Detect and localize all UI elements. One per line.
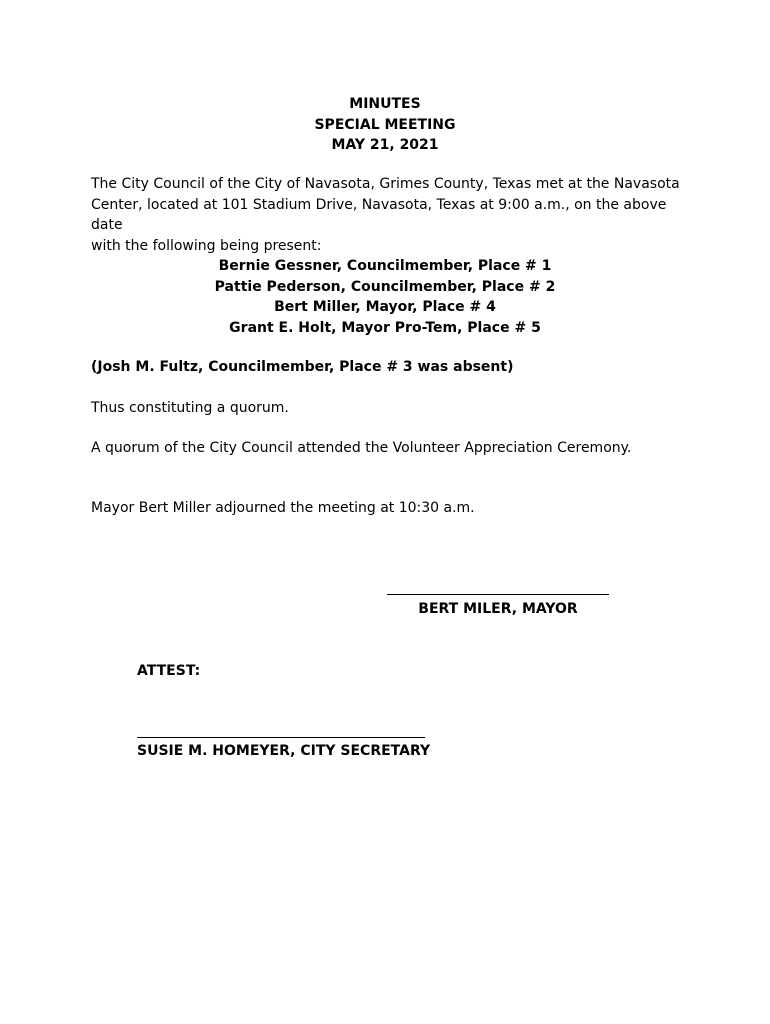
quorum-statement: Thus constituting a quorum. bbox=[91, 400, 289, 416]
member-entry: Bert Miller, Mayor, Place # 4 bbox=[274, 299, 496, 315]
member-entry: Bernie Gessner, Councilmember, Place # 1 bbox=[218, 258, 552, 274]
attest-label: ATTEST: bbox=[137, 663, 201, 679]
intro-paragraph bbox=[91, 174, 691, 256]
document-header bbox=[0, 94, 770, 156]
absent-note: (Josh M. Fultz, Councilmember, Place # 3 was absent) bbox=[91, 359, 514, 375]
intro-line: Center, located at 101 Stadium Drive, Navasota, Texas at 9:00 a.m., on the above date bbox=[91, 196, 667, 233]
header-title: MINUTES bbox=[349, 96, 421, 112]
mayor-signature-line bbox=[387, 594, 609, 595]
mayor-signature-name: BERT MILER, MAYOR bbox=[418, 601, 578, 617]
secretary-signature-line bbox=[137, 737, 425, 738]
header-meeting-type: SPECIAL MEETING bbox=[314, 116, 456, 133]
secretary-signature-name: SUSIE M. HOMEYER, CITY SECRETARY bbox=[137, 743, 431, 759]
intro-line: with the following being present: bbox=[91, 237, 322, 254]
ceremony-statement: A quorum of the City Council attended the Volunteer Appreciation Ceremony. bbox=[91, 440, 632, 456]
header-date: MAY 21, 2021 bbox=[331, 137, 439, 153]
member-entry: Grant E. Holt, Mayor Pro-Tem, Place # 5 bbox=[229, 319, 541, 336]
adjournment-statement: Mayor Bert Miller adjourned the meeting at 10:30 a.m. bbox=[91, 500, 475, 516]
members-present-list bbox=[0, 256, 770, 338]
intro-line: The City Council of the City of Navasota, Grimes County, Texas met at the Navasota bbox=[91, 176, 680, 192]
member-entry: Pattie Pederson, Councilmember, Place # 2 bbox=[214, 278, 556, 295]
